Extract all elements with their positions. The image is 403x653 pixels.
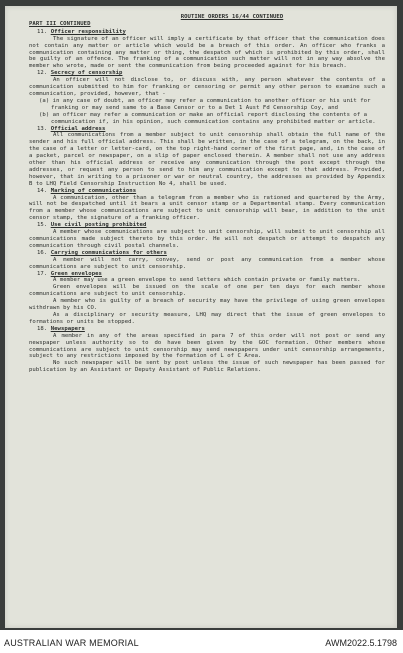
section-2 bbox=[29, 70, 385, 125]
section-1 bbox=[29, 29, 385, 70]
document-body bbox=[29, 14, 385, 374]
section-number: 11. bbox=[37, 28, 48, 35]
sections-container bbox=[29, 29, 385, 374]
section-title: Newspapers bbox=[50, 325, 85, 332]
section-subitem: (b) an officer may refer a communication or make an official report disclosing the contents of a communication if, in his opinion, such communication contains any prohibited matter or article. bbox=[39, 111, 376, 125]
section-title: Official address bbox=[50, 125, 106, 132]
section-paragraph: A member who is guilty of a breach of security may have the privilege of using green envelopes withdrawn by his CO. bbox=[29, 298, 385, 312]
section-paragraph: No such newspaper will be sent by post unless the issue of such newspaper has been passed for publication by an Assistant or Deputy Assistant of Public Relations. bbox=[29, 360, 385, 374]
section-title: Use civil posting prohibited bbox=[50, 222, 147, 229]
section-heading bbox=[29, 29, 385, 36]
section-8 bbox=[29, 326, 385, 374]
section-7 bbox=[29, 271, 385, 326]
footer-accession-number: AWM2022.5.1798 bbox=[325, 638, 397, 648]
section-number: 14. bbox=[37, 187, 48, 194]
section-heading bbox=[29, 250, 385, 257]
footer-archive-name: AUSTRALIAN WAR MEMORIAL bbox=[4, 638, 139, 648]
section-paragraph: A member in any of the areas specified in para 7 of this order will not post or send any newspaper unless authority so to do have been given by the GOC formation. Other members whose communications are subject to unit censorship may send newspapers under unit censorship arrangements, subject to any restrictions imposed by the formation of L of C Area. bbox=[29, 332, 385, 360]
section-title: Green envelopes bbox=[50, 270, 102, 277]
document-page bbox=[5, 6, 397, 628]
section-number: 16. bbox=[37, 249, 48, 256]
section-6 bbox=[29, 250, 385, 271]
section-heading bbox=[29, 326, 385, 333]
section-paragraph: As a disciplinary or security measure, LHQ may direct that the issue of green envelopes to formations or units be stopped. bbox=[29, 311, 385, 325]
section-title: Officer responsibility bbox=[50, 28, 126, 35]
section-heading bbox=[29, 271, 385, 278]
section-paragraph: All communications from a member subject to unit censorship shall obtain the full name of the sender and his full official address. This shall be written, in the case of a telegram, on the back, in the case of a letter or letter-card, on the top right-hand corner of the first page, and, in the case of a packet, parcel or newspaper, on a slip of paper enclosed therein. A member shall not use any address other than his official address or receive any communication through the post except through the addresses, or request any person to send to him any communication except to that address. Provided, however, that in writing to a prisoner or war or neutral country, the addresses as provided by Appendix B to LHQ Field Censorship Instruction No 4, shall be used. bbox=[29, 132, 385, 187]
section-paragraph: A member will not carry, convey, send or post any communication from a member whose communications are subject to unit censorship. bbox=[29, 256, 385, 270]
section-paragraph: A member may use a green envelope to send letters which contain private or family matters. bbox=[53, 277, 361, 284]
section-3 bbox=[29, 126, 385, 188]
section-title: Secrecy of censorship bbox=[50, 70, 123, 77]
section-number: 15. bbox=[37, 222, 48, 229]
section-paragraph: Green envelopes will be issued on the scale of one per ten days for each member whose communications are subject to unit censorship. bbox=[29, 284, 385, 298]
document-header: ROUTINE ORDERS 16/44 CONTINUED bbox=[180, 14, 284, 20]
section-paragraph: A communication, other than a telegram from a member who is rationed and quartered by the Army, will not be despatched until it bears a unit censor stamp or a Departmental stamp. Every communication from a member whose communications are subject to unit censorship will bear, in addition to the unit censor stamp, the signature of a franking officer. bbox=[29, 194, 385, 222]
section-heading bbox=[29, 126, 385, 133]
section-title: Marking of communications bbox=[50, 187, 137, 194]
section-subitem: (a) in any case of doubt, an officer may refer a communication to another officer or his unit for franking or may send same to a Base Censor or to a Det 1 Aust Fd Censorship Coy, and bbox=[39, 97, 371, 111]
section-number: 13. bbox=[37, 125, 48, 132]
section-title: Carrying communications for others bbox=[50, 249, 167, 256]
section-heading bbox=[29, 222, 385, 229]
section-paragraph: A member whose communications are subject to unit censorship, will submit to unit censorship all communications made subject thereto by this order. He will not despatch or attempt to despatch any communication through civil postal channels. bbox=[29, 229, 385, 249]
section-heading bbox=[29, 188, 385, 195]
section-number: 18. bbox=[37, 325, 48, 332]
section-number: 12. bbox=[37, 70, 48, 77]
section-heading bbox=[29, 70, 385, 77]
document-subheader: PART III CONTINUED bbox=[29, 20, 91, 27]
section-number: 17. bbox=[37, 270, 48, 277]
section-paragraph: An officer will not disclose to, or discuss with, any person whatever the contents of a communication submitted to him for franking or censoring or permit any other person to examine such a communication, provided, however, that - bbox=[29, 77, 385, 97]
footer-strip bbox=[0, 630, 403, 653]
section-4 bbox=[29, 188, 385, 223]
section-paragraph: The signature of an officer will imply a certificate by that officer that the communication does not contain any matter or article which would be a breach of this order. An officer who franks a communication containing any matter or thing, the despatch of which is prohibited by this order, shall be guilty of an offence. The franking of a communication such matter will not in any way absolve the member who wrote, made or sent the communication from being proceeded against for his breach. bbox=[29, 35, 385, 70]
section-5 bbox=[29, 222, 385, 250]
